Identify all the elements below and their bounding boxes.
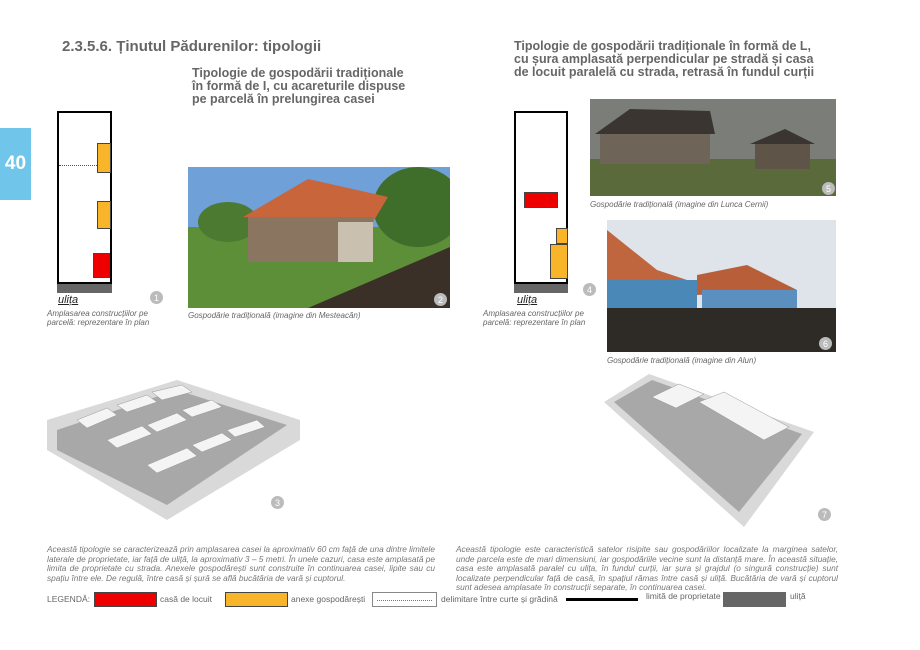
legend-item-property-limit [566,591,721,607]
legend-item-annex [225,591,365,607]
figure-number: 1 [150,291,163,304]
photo-alun [607,220,836,352]
caption-line: Amplasarea construcțiilor pe [47,309,148,318]
figure-number: 7 [818,508,831,521]
plan-l-shape [514,111,568,284]
figure-number: 6 [819,337,832,350]
3d-render-illustration [604,372,836,527]
photo-lunca-cernii [590,99,836,196]
figure-number: 3 [271,496,284,509]
annex-block [550,244,568,279]
legend-text: uliță [790,591,806,601]
plan-i-shape [57,111,112,284]
render-l-shape-household [604,372,836,527]
legend-text: delimitare între curte și grădină [441,594,558,604]
street-bar [57,284,112,293]
yard-garden-divider [59,165,99,166]
figure-number: 4 [583,283,596,296]
right-description: Această tipologie este caracteristică satelor risipite sau gospodăriilor localizate la marginea satelor, unde parcela este de mari dimensiuni, iar gospodăriile vecine sunt la distanță mare. În această situație, casa este amplasată paralel cu ulița, în fundul curții, iar șura și grajdul (o singură construcție) sunt localizate perpendicular față de casă, în spațiul rămas între casă și uliță. Bucătăria de vară și cuptorul sunt adesea amplasate în construcții separate, în continuarea casei. [456,544,838,593]
legend-text: casă de locuit [160,594,212,604]
annex-swatch [225,592,288,607]
plan-caption [47,309,149,327]
legend-text: anexe gospodărești [291,594,366,604]
subtitle-line: Tipologie de gospodării tradiționale [192,66,404,80]
left-description: Această tipologie se caracterizează prin amplasarea casei la aproximativ 60 cm față de una dintre limitele laterale de proprietate, iar față de uliță, la aproximativ 3 – 5 metri. În unele cazuri, casa este amplasată pe limita de proprietate cu strada. Anexele gospodărești sunt construite în continuarea casei, lipite sau cu spațiu între ele. De regulă, între casă și șură se află bucătăria de vară și cuptorul. [47,544,435,583]
photo-mesteacan [188,167,450,308]
caption-line: parcelă: reprezentare în plan [483,318,586,327]
figure-number: 5 [822,182,835,195]
legend-item-house [94,591,212,607]
figure-number: 2 [434,293,447,306]
house-photo-illustration [188,167,450,308]
render-i-shape-village [47,380,300,520]
street-swatch [723,592,786,607]
photo-caption: Gospodărie tradițională (imagine din Lunca Cernii) [590,200,769,209]
annex-block [97,201,111,229]
house-swatch [94,592,157,607]
property-limit-swatch [566,598,638,601]
subtitle-line: Tipologie de gospodării tradiționale în formă de L, [514,39,812,53]
plan-caption [483,309,585,327]
house-block [93,253,110,278]
street-label: ulița [58,294,79,306]
subtitle-line: pe parcelă în prelungirea casei [192,92,375,106]
annex-block [556,228,568,244]
legend-label: LEGENDĂ: [47,594,90,604]
right-subtitle [514,40,814,79]
left-subtitle [192,67,405,106]
page-number-tab: 40 [0,128,31,200]
house-block [524,192,558,208]
legend-item-street [723,591,806,607]
legend-item-divider [372,591,558,607]
3d-render-illustration [47,380,300,520]
subtitle-line: în formă de I, cu acareturile dispuse [192,79,406,93]
caption-line: Amplasarea construcțiilor pe [483,309,584,318]
page-title: 2.3.5.6. Ținutul Pădurenilor: tipologii [62,38,322,55]
photo-caption: Gospodărie tradițională (imagine din Mesteacăn) [188,311,361,320]
legend-text: limită de proprietate [646,591,721,601]
street-bar [514,284,568,293]
house-photo-illustration [590,99,836,196]
street-label: ulița [517,294,538,306]
house-photo-illustration [607,220,836,352]
subtitle-line: de locuit paralelă cu strada, retrasă în fundul curții [514,65,815,79]
annex-block [97,143,111,173]
subtitle-line: cu șura amplasată perpendicular pe stradă și casa [514,52,814,66]
divider-swatch [372,592,437,607]
photo-caption: Gospodărie tradițională (imagine din Alun) [607,356,757,365]
caption-line: parcelă: reprezentare în plan [47,318,150,327]
